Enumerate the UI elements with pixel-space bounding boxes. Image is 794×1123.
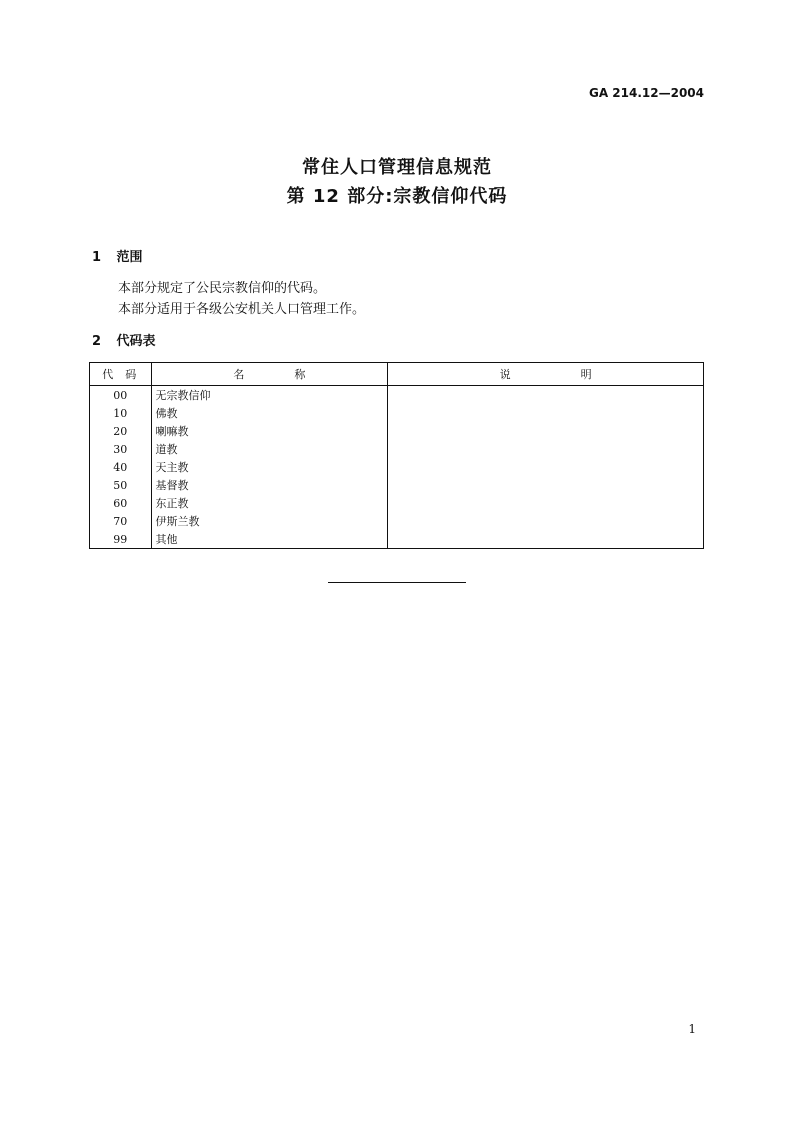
cell-code: 70 (90, 512, 152, 530)
cell-note (388, 386, 704, 405)
section-heading-code-table (92, 330, 156, 349)
cell-note (388, 512, 704, 530)
scope-paragraph: 本部分规定了公民宗教信仰的代码。 (118, 281, 327, 296)
section-title: 代码表 (116, 334, 156, 349)
table-row (90, 494, 704, 512)
cell-note (388, 476, 704, 494)
cell-note (388, 458, 704, 476)
cell-name: 无宗教信仰 (151, 386, 388, 405)
table-row (90, 476, 704, 494)
cell-code: 40 (90, 458, 152, 476)
table-header-row (90, 363, 704, 386)
cell-name: 基督教 (151, 476, 388, 494)
cell-name: 喇嘛教 (151, 422, 388, 440)
table-row (90, 404, 704, 422)
cell-name: 佛教 (151, 404, 388, 422)
cell-note (388, 404, 704, 422)
page-number: 1 (688, 1022, 696, 1036)
header-note: 说明 (388, 363, 704, 386)
header-code: 代码 (90, 363, 152, 386)
table-row (90, 458, 704, 476)
cell-name: 伊斯兰教 (151, 512, 388, 530)
table-row (90, 530, 704, 549)
cell-code: 00 (90, 386, 152, 405)
table-row (90, 422, 704, 440)
cell-note (388, 440, 704, 458)
section-number: 2 (92, 334, 102, 349)
cell-name: 道教 (151, 440, 388, 458)
document-title: 常住人口管理信息规范 (302, 157, 492, 178)
cell-note (388, 422, 704, 440)
end-of-document-rule (328, 582, 466, 583)
table-row (90, 386, 704, 405)
cell-code: 99 (90, 530, 152, 549)
header-name: 名称 (151, 363, 388, 386)
cell-code: 20 (90, 422, 152, 440)
cell-name: 东正教 (151, 494, 388, 512)
table-row (90, 440, 704, 458)
table-row (90, 512, 704, 530)
cell-code: 30 (90, 440, 152, 458)
cell-note (388, 494, 704, 512)
section-title: 范围 (116, 250, 143, 265)
section-number: 1 (92, 250, 102, 265)
cell-name: 其他 (151, 530, 388, 549)
cell-code: 50 (90, 476, 152, 494)
standard-code: GA 214.12—2004 (588, 86, 704, 100)
scope-paragraph: 本部分适用于各级公安机关人口管理工作。 (118, 302, 366, 317)
code-table (89, 362, 704, 549)
document-subtitle: 第 12 部分:宗教信仰代码 (286, 186, 508, 207)
section-heading-scope (92, 246, 143, 265)
cell-name: 天主教 (151, 458, 388, 476)
cell-code: 10 (90, 404, 152, 422)
cell-note (388, 530, 704, 549)
cell-code: 60 (90, 494, 152, 512)
